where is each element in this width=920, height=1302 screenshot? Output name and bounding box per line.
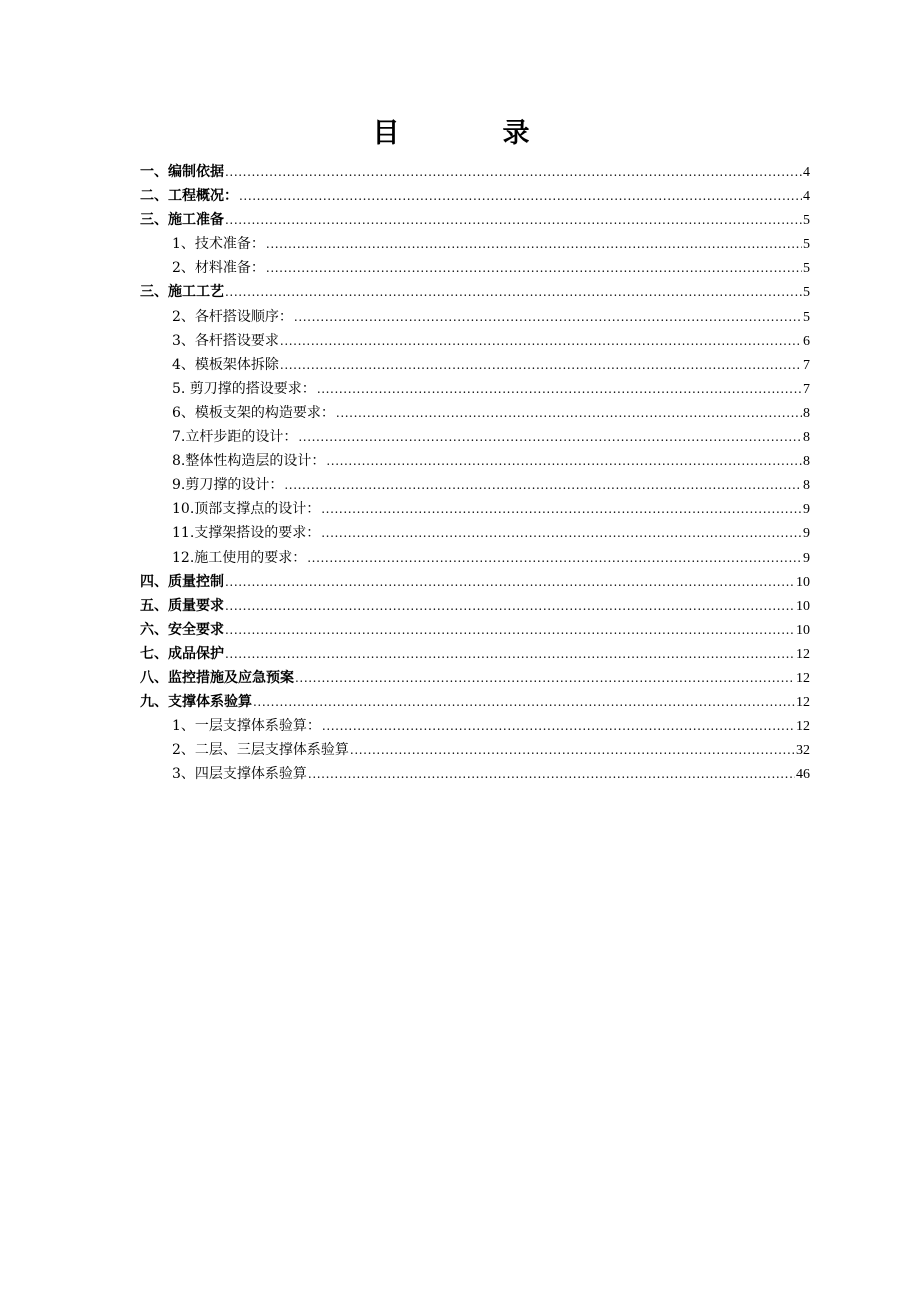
toc-entry-label: 10.顶部支撑点的设计： xyxy=(172,501,321,518)
toc-entry-label: 四、质量控制 xyxy=(140,573,224,590)
toc-entry-label: 二、工程概况： xyxy=(140,188,238,205)
toc-leader xyxy=(295,666,795,690)
toc-entry-label: 3、四层支撑体系验算 xyxy=(172,766,307,783)
toc-leader xyxy=(350,738,795,762)
toc-leader xyxy=(239,184,802,208)
toc-entry[interactable] xyxy=(140,329,810,353)
toc-entry-page: 9 xyxy=(803,526,810,542)
toc-entry-label: 5. 剪刀撑的搭设要求： xyxy=(172,380,316,397)
toc-entry[interactable] xyxy=(140,184,810,208)
toc-entry-label: 1、一层支撑体系验算： xyxy=(172,718,321,735)
toc-entry-label: 三、施工工艺 xyxy=(140,284,224,301)
toc-entry-page: 10 xyxy=(796,622,810,638)
toc-entry-label: 6、模板支架的构造要求： xyxy=(172,404,335,421)
toc-leader xyxy=(284,473,802,497)
toc-entry-page: 5 xyxy=(803,213,810,229)
toc-entry-label: 九、支撑体系验算 xyxy=(140,694,252,711)
toc-entry[interactable] xyxy=(140,256,810,280)
toc-entry-label: 2、二层、三层支撑体系验算 xyxy=(172,742,349,759)
toc-entry-page: 32 xyxy=(796,743,810,759)
toc-entry-page: 12 xyxy=(796,719,810,735)
toc-leader xyxy=(225,208,802,232)
toc-entry-label: 7.立杆步距的设计： xyxy=(172,429,298,446)
toc-leader xyxy=(225,570,795,594)
toc-entry[interactable] xyxy=(140,521,810,545)
toc-entry-label: 三、施工准备 xyxy=(140,212,224,229)
toc-leader xyxy=(294,305,802,329)
toc-entry[interactable] xyxy=(140,449,810,473)
toc-leader xyxy=(225,160,802,184)
toc-title: 目 录 xyxy=(372,118,568,149)
toc-entry-label: 七、成品保护 xyxy=(140,645,224,662)
toc-entry-page: 9 xyxy=(803,502,810,518)
toc-entry[interactable] xyxy=(140,762,810,786)
toc-entry-page: 46 xyxy=(796,767,810,783)
toc-leader xyxy=(266,232,802,256)
toc-entry[interactable] xyxy=(140,714,810,738)
toc-entry-page: 10 xyxy=(796,574,810,590)
toc-leader xyxy=(280,329,802,353)
toc-leader xyxy=(266,256,802,280)
toc-entry[interactable] xyxy=(140,546,810,570)
toc-entry-label: 2、各杆搭设顺序： xyxy=(172,308,293,325)
toc-entry[interactable] xyxy=(140,425,810,449)
toc-entry-label: 12.施工使用的要求： xyxy=(172,549,307,566)
toc-leader xyxy=(225,642,795,666)
toc-entry[interactable] xyxy=(140,690,810,714)
toc-entry[interactable] xyxy=(140,570,810,594)
toc-entry-page: 5 xyxy=(803,285,810,301)
toc-entry[interactable] xyxy=(140,642,810,666)
toc-entry-page: 12 xyxy=(796,695,810,711)
toc-leader xyxy=(321,497,802,521)
toc-entry-page: 4 xyxy=(803,165,810,180)
toc-entry-label: 五、质量要求 xyxy=(140,597,224,614)
toc-leader xyxy=(225,280,802,304)
toc-entry-page: 9 xyxy=(803,550,810,566)
toc-entry[interactable] xyxy=(140,280,810,304)
toc-entry-page: 8 xyxy=(803,430,810,446)
toc-entry[interactable] xyxy=(140,497,810,521)
toc-leader xyxy=(317,377,802,401)
toc-entry-page: 12 xyxy=(796,646,810,662)
toc-entry-page: 5 xyxy=(803,261,810,277)
toc-leader xyxy=(326,449,802,473)
toc-entry-label: 一、编制依据 xyxy=(140,164,224,180)
toc-entry-label: 2、材料准备： xyxy=(172,260,265,277)
toc-leader xyxy=(307,546,802,570)
toc-entry[interactable] xyxy=(140,160,810,184)
toc-leader xyxy=(253,690,795,714)
toc-list xyxy=(140,160,810,786)
toc-entry-label: 3、各杆搭设要求 xyxy=(172,332,279,349)
toc-entry-page: 6 xyxy=(803,333,810,349)
toc-entry[interactable] xyxy=(140,401,810,425)
toc-entry-label: 六、安全要求 xyxy=(140,621,224,638)
toc-entry-page: 12 xyxy=(796,670,810,686)
toc-entry-label: 八、监控措施及应急预案 xyxy=(140,669,294,686)
toc-entry[interactable] xyxy=(140,594,810,618)
toc-entry[interactable] xyxy=(140,377,810,401)
toc-entry[interactable] xyxy=(140,738,810,762)
toc-entry[interactable] xyxy=(140,208,810,232)
toc-entry[interactable] xyxy=(140,232,810,256)
toc-leader xyxy=(321,521,802,545)
toc-entry-page: 5 xyxy=(803,237,810,253)
toc-entry-label: 11.支撑架搭设的要求： xyxy=(172,525,321,542)
toc-entry-label: 1、技术准备： xyxy=(172,236,265,253)
toc-leader xyxy=(322,714,795,738)
toc-entry-page: 7 xyxy=(803,381,810,397)
toc-entry[interactable] xyxy=(140,666,810,690)
toc-entry-page: 10 xyxy=(796,598,810,614)
toc-entry-label: 4、模板架体拆除 xyxy=(172,356,279,373)
toc-leader xyxy=(308,762,795,786)
toc-leader xyxy=(225,618,795,642)
toc-entry-page: 8 xyxy=(803,405,810,421)
toc-entry-label: 8.整体性构造层的设计： xyxy=(172,453,326,470)
toc-leader xyxy=(280,353,802,377)
toc-entry-page: 8 xyxy=(803,454,810,470)
toc-entry[interactable] xyxy=(140,305,810,329)
toc-entry[interactable] xyxy=(140,618,810,642)
toc-entry-page: 7 xyxy=(803,357,810,373)
toc-leader xyxy=(298,425,802,449)
toc-entry[interactable] xyxy=(140,353,810,377)
toc-entry-page: 4 xyxy=(803,189,810,205)
toc-leader xyxy=(225,594,795,618)
toc-leader xyxy=(336,401,802,425)
toc-entry-page: 8 xyxy=(803,478,810,494)
toc-entry[interactable] xyxy=(140,473,810,497)
toc-entry-label: 9.剪刀撑的设计： xyxy=(172,477,284,494)
toc-entry-page: 5 xyxy=(803,309,810,325)
